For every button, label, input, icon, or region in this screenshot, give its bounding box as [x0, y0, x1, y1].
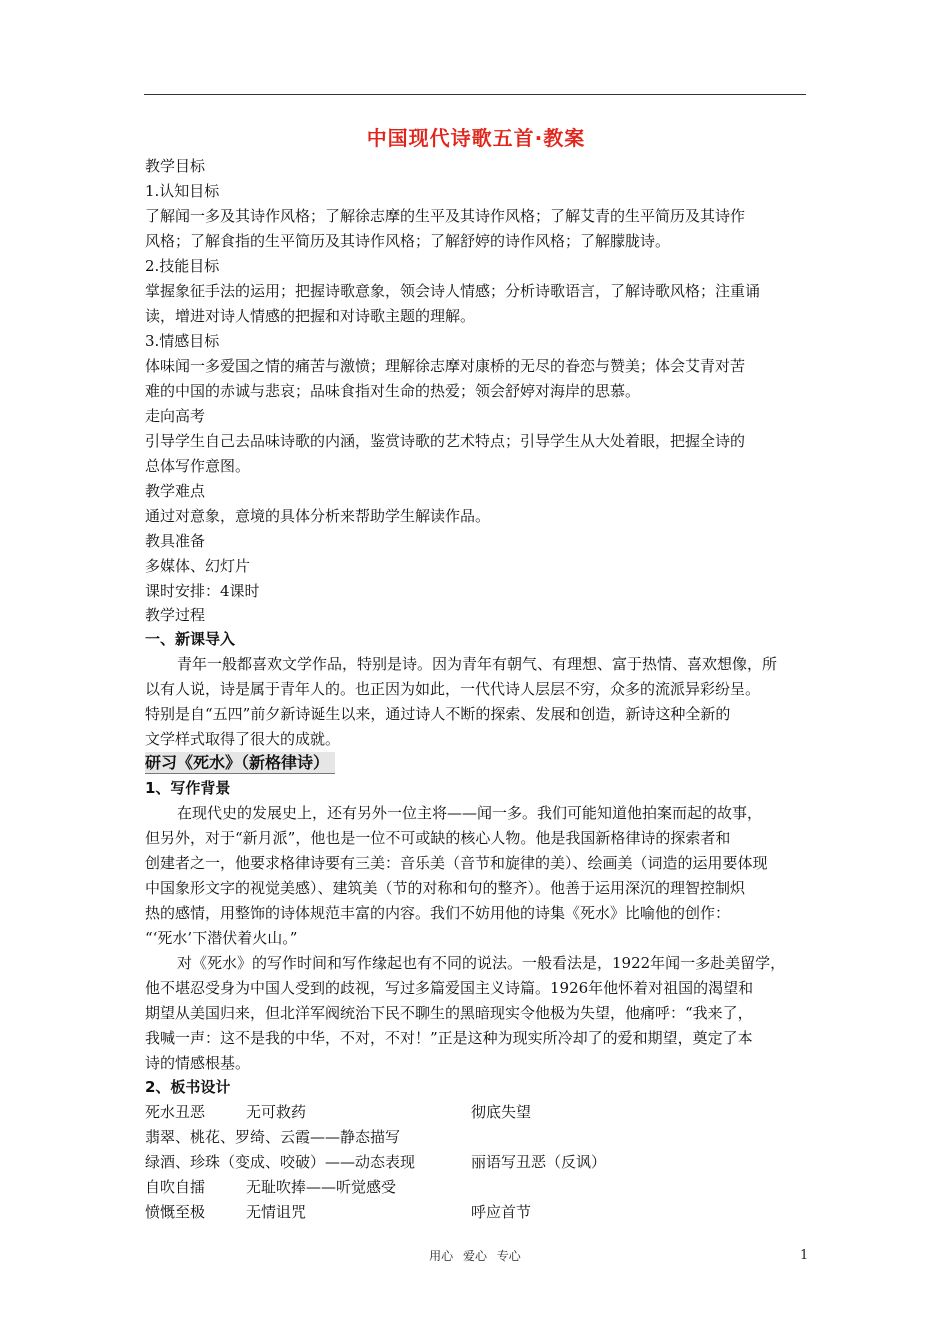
background-line: 热的感情，用整饰的诗体规范丰富的内容。我们不妨用他的诗集《死水》比喻他的创作：: [145, 904, 731, 922]
background-line: 他不堪忍受身为中国人受到的歧视，写过多篇爱国主义诗篇。1926年他怀着对祖国的渴望和: [145, 979, 754, 997]
board-cell: 无耻吹捧——听觉感受: [246, 1178, 397, 1196]
document-title: 中国现代诗歌五首·教案: [366, 126, 586, 150]
board-cell: 丽语写丑恶（反讽）: [471, 1153, 607, 1171]
text-line: 1.认知目标: [145, 182, 220, 200]
text-line: 难的中国的赤诚与悲哀；品味食指对生命的热爱；领会舒婷对海岸的思慕。: [145, 382, 641, 400]
background-line: 我喊一声：这不是我的中华，不对，不对！”正是这种为现实所冷却了的爱和期望，奠定了本: [145, 1029, 753, 1047]
text-line: 2.技能目标: [145, 257, 220, 275]
board-cell: 无情诅咒: [246, 1203, 307, 1221]
text-line: 3.情感目标: [145, 332, 220, 350]
intro-line: 青年一般都喜欢文学作品，特别是诗。因为青年有朝气、有理想、富于热情、喜欢想像，所: [177, 655, 778, 673]
text-line: 体味闻一多爱国之情的痛苦与激愤；理解徐志摩对康桥的无尽的眷恋与赞美；体会艾青对苦: [145, 357, 746, 375]
text-line: 了解闻一多及其诗作风格；了解徐志摩的生平及其诗作风格；了解艾青的生平简历及其诗作: [145, 207, 746, 225]
intro-line: 特别是自“五四”前夕新诗诞生以来，通过诗人不断的探索、发展和创造，新诗这种全新的: [145, 705, 731, 723]
text-line: 教学过程: [145, 606, 206, 624]
intro-heading: 一、新课导入: [145, 630, 236, 648]
section-title: 研习《死水》（新格律诗）: [145, 752, 335, 774]
text-line: 通过对意象，意境的具体分析来帮助学生解读作品。: [145, 507, 491, 525]
text-line: 教学难点: [145, 482, 206, 500]
background-heading: 1、写作背景: [145, 779, 231, 797]
background-line: 诗的情感根基。: [145, 1054, 251, 1072]
intro-line: 文学样式取得了很大的成就。: [145, 730, 341, 748]
text-line: 走向高考: [145, 407, 206, 425]
text-line: 教学目标: [145, 157, 206, 175]
board-cell: 愤慨至极: [145, 1203, 206, 1221]
background-line: 对《死水》的写作时间和写作缘起也有不同的说法。一般看法是，1922年闻一多赴美留学，: [177, 954, 786, 972]
text-line: 风格；了解食指的生平简历及其诗作风格；了解舒婷的诗作风格；了解朦胧诗。: [145, 232, 671, 250]
board-cell: 绿酒、珍珠（变成、咬破）——动态表现: [145, 1153, 416, 1171]
page-number: 1: [800, 1248, 809, 1263]
text-line: 多媒体、幻灯片: [145, 557, 251, 575]
page-footer: 用心 爱心 专心: [429, 1249, 521, 1263]
background-line: 中国象形文字的视觉美感）、建筑美（节的对称和句的整齐）。他善于运用深沉的理智控制炽: [145, 879, 746, 897]
board-cell: 翡翠、桃花、罗绮、云霞——静态描写: [145, 1128, 401, 1146]
background-line: 在现代史的发展史上，还有另外一位主将——闻一多。我们可能知道他拍案而起的故事，: [177, 804, 763, 822]
board-cell: 死水丑恶: [145, 1103, 206, 1121]
board-cell: 彻底失望: [471, 1103, 532, 1121]
header-rule: [144, 94, 806, 95]
text-line: 掌握象征手法的运用；把握诗歌意象，领会诗人情感；分析诗歌语言，了解诗歌风格；注重诵: [145, 282, 761, 300]
intro-line: 以有人说，诗是属于青年人的。也正因为如此，一代代诗人层层不穷，众多的流派异彩纷呈。: [145, 680, 761, 698]
background-line: “‘死水’下潜伏着火山。”: [145, 929, 298, 947]
text-line: 总体写作意图。: [145, 457, 251, 475]
text-line: 教具准备: [145, 532, 206, 550]
board-heading: 2、板书设计: [145, 1078, 231, 1096]
board-cell: 自吹自擂: [145, 1178, 206, 1196]
text-line: 读，增进对诗人情感的把握和对诗歌主题的理解。: [145, 307, 476, 325]
background-line: 期望从美国归来，但北洋军阀统治下民不聊生的黑暗现实令他极为失望，他痛呼：“我来了，: [145, 1004, 753, 1022]
background-line: 但另外，对于“新月派”，他也是一位不可或缺的核心人物。他是我国新格律诗的探索者和: [145, 829, 731, 847]
board-cell: 无可救药: [246, 1103, 307, 1121]
background-line: 创建者之一，他要求格律诗要有三美：音乐美（音节和旋律的美）、绘画美（词造的运用要体现: [145, 854, 768, 872]
board-cell: 呼应首节: [471, 1203, 532, 1221]
text-line: 课时安排：4课时: [145, 582, 260, 600]
text-line: 引导学生自己去品味诗歌的内涵，鉴赏诗歌的艺术特点；引导学生从大处着眼，把握全诗的: [145, 432, 746, 450]
